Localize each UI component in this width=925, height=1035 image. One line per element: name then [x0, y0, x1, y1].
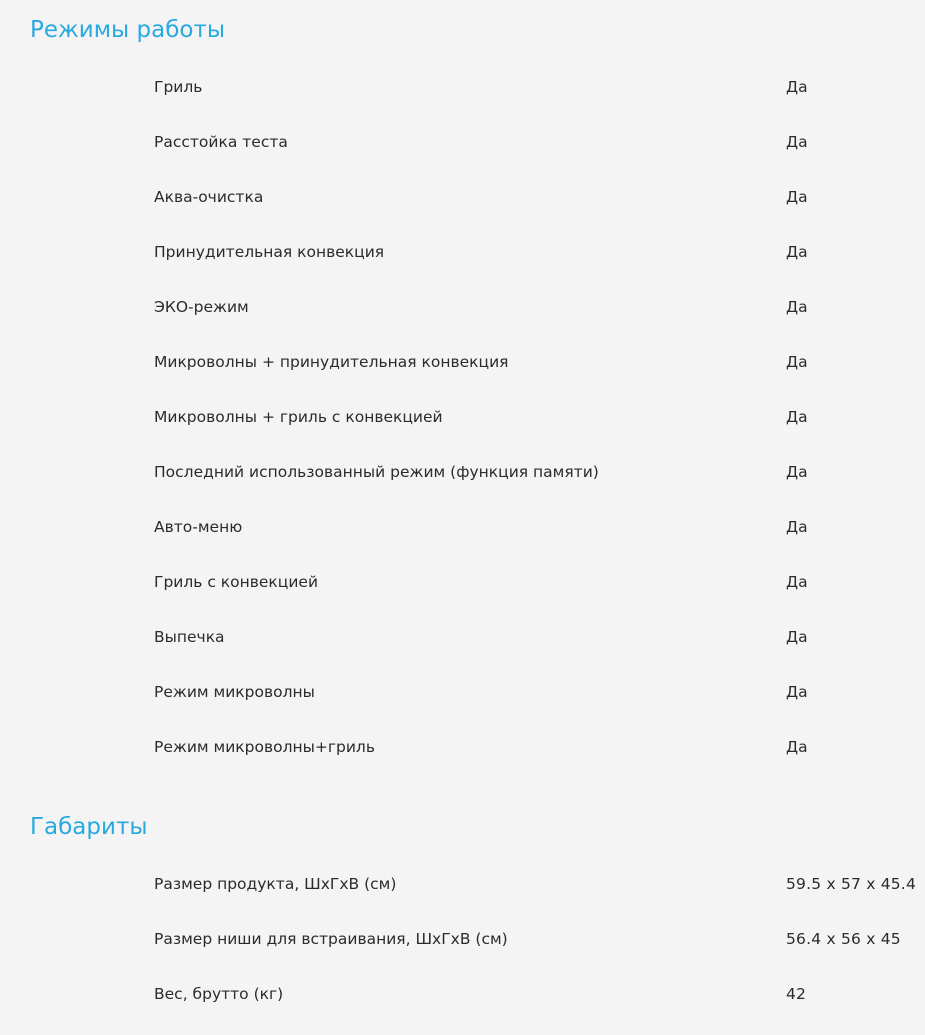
spec-value: Да [786, 628, 808, 646]
spec-label: Микроволны + гриль с конвекцией [154, 408, 443, 426]
spec-label: Размер ниши для встраивания, ШхГхВ (см) [154, 930, 508, 948]
spec-value: 42 [786, 985, 807, 1003]
spec-value: Да [786, 518, 808, 536]
spec-row [0, 225, 925, 280]
spec-row [0, 912, 925, 967]
spec-label: ЭКО-режим [154, 298, 249, 316]
spec-label: Расстойка теста [154, 133, 288, 151]
spec-value: 56.4 x 56 x 45 [786, 930, 901, 948]
modes-spec-list [0, 60, 925, 775]
spec-label: Авто-меню [154, 518, 243, 536]
spec-value: Да [786, 243, 808, 261]
spec-row [0, 170, 925, 225]
dimensions-spec-list [0, 857, 925, 1022]
spec-row [0, 60, 925, 115]
spec-label: Гриль [154, 78, 203, 96]
spec-row [0, 967, 925, 1022]
spec-row [0, 390, 925, 445]
spec-label: Режим микроволны+гриль [154, 738, 375, 756]
spec-row [0, 665, 925, 720]
section-title-modes: Режимы работы [30, 17, 226, 43]
spec-row [0, 445, 925, 500]
spec-value: Да [786, 738, 808, 756]
spec-row [0, 115, 925, 170]
spec-row [0, 500, 925, 555]
section-title-dimensions: Габариты [30, 814, 148, 840]
spec-row [0, 555, 925, 610]
spec-label: Принудительная конвекция [154, 243, 385, 261]
spec-label: Вес, брутто (кг) [154, 985, 284, 1003]
spec-value: Да [786, 188, 808, 206]
spec-row [0, 720, 925, 775]
spec-label: Гриль с конвекцией [154, 573, 319, 591]
spec-value: Да [786, 133, 808, 151]
spec-row [0, 857, 925, 912]
spec-label: Микроволны + принудительная конвекция [154, 353, 509, 371]
spec-value: Да [786, 683, 808, 701]
spec-value: Да [786, 408, 808, 426]
spec-value: Да [786, 78, 808, 96]
spec-label: Аква-очистка [154, 188, 264, 206]
spec-value: Да [786, 298, 808, 316]
spec-label: Размер продукта, ШхГхВ (см) [154, 875, 397, 893]
spec-value: Да [786, 353, 808, 371]
spec-row [0, 335, 925, 390]
spec-value: Да [786, 573, 808, 591]
spec-label: Выпечка [154, 628, 225, 646]
spec-label: Режим микроволны [154, 683, 315, 701]
spec-value: Да [786, 463, 808, 481]
spec-row [0, 280, 925, 335]
spec-value: 59.5 x 57 x 45.4 [786, 875, 917, 893]
spec-row [0, 610, 925, 665]
spec-label: Последний использованный режим (функция памяти) [154, 463, 599, 481]
